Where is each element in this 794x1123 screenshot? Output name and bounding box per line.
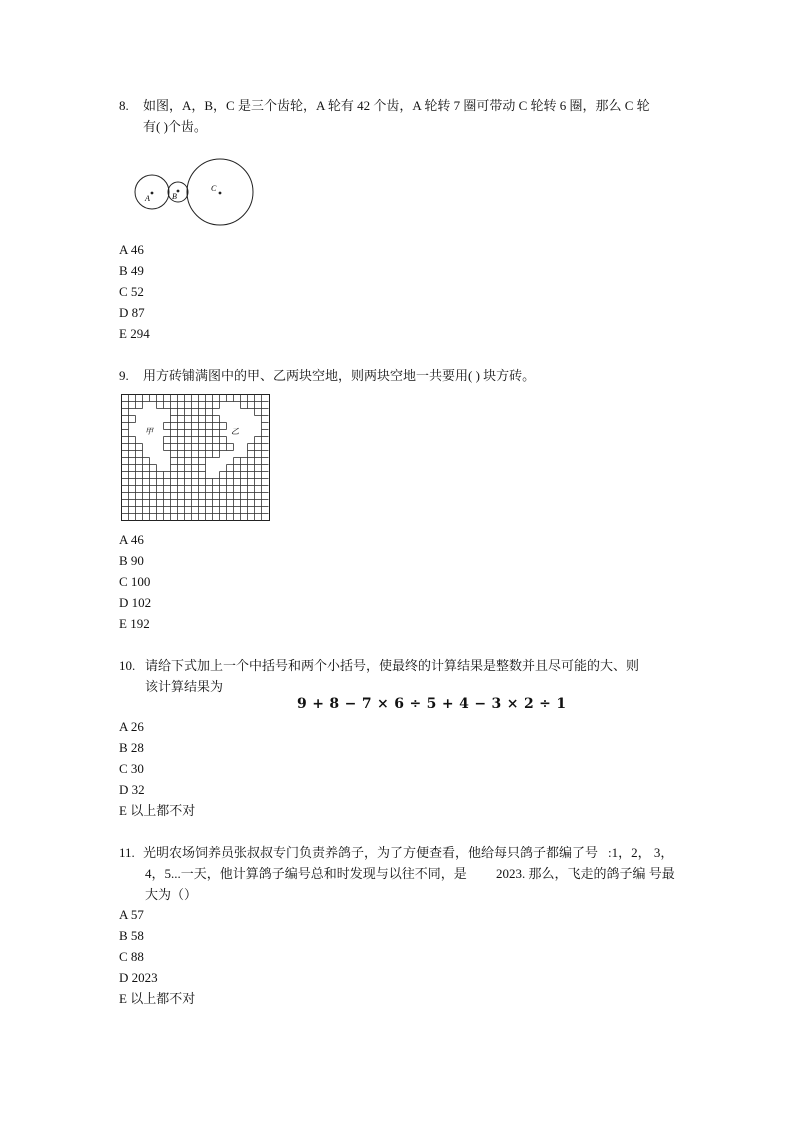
option-list xyxy=(119,716,195,821)
question-text: 4，5...一天，他计算鸽子编号总和时发现与以往不同，是 xyxy=(145,866,467,881)
gear-label-c: C xyxy=(211,184,217,193)
option[interactable]: E 以上都不对 xyxy=(119,991,196,1006)
option[interactable]: C 100 xyxy=(119,574,151,589)
option-list xyxy=(119,239,150,344)
question-text: 该计算结果为 xyxy=(145,679,224,694)
question-text: 大为（） xyxy=(145,887,198,902)
question-number: 9. xyxy=(119,368,129,383)
question-number: 11. xyxy=(119,845,135,860)
gear-label-a: A xyxy=(145,194,150,203)
option[interactable]: B 28 xyxy=(119,740,144,755)
option[interactable]: C 88 xyxy=(119,949,144,964)
question-text: :1，2， 3， xyxy=(608,845,674,860)
math-expression: 9 + 8 − 7 × 6 ÷ 5 + 4 − 3 × 2 ÷ 1 xyxy=(297,696,567,712)
option-list xyxy=(119,529,151,634)
question-text: 请给下式加上一个中括号和两个小括号，使最终的计算结果是整数并且尽可能的大、则 xyxy=(145,658,640,673)
option[interactable]: B 58 xyxy=(119,928,144,943)
gear-figure xyxy=(128,153,260,231)
question-text: 光明农场饲养员张叔叔专门负责养鸽子，为了方便查看，他给每只鸽子都编了号 xyxy=(143,845,599,860)
option[interactable]: C 30 xyxy=(119,761,144,776)
region-label-jia: 甲 xyxy=(145,427,153,436)
region-label-yi: 乙 xyxy=(231,427,239,436)
option[interactable]: E 192 xyxy=(119,616,150,631)
option[interactable]: E 以上都不对 xyxy=(119,803,196,818)
question-text: 2023. 那么，飞走的鸽子编 号最 xyxy=(496,866,675,881)
option[interactable]: B 90 xyxy=(119,553,144,568)
option[interactable]: A 26 xyxy=(119,719,144,734)
question-text: 用方砖铺满图中的甲、乙两块空地，则两块空地一共要用( ) 块方砖。 xyxy=(143,368,536,383)
option[interactable]: C 52 xyxy=(119,284,144,299)
option[interactable]: D 102 xyxy=(119,595,152,610)
option-list xyxy=(119,904,195,1009)
question-text: 有( )个齿。 xyxy=(143,119,207,134)
option[interactable]: A 57 xyxy=(119,907,144,922)
option[interactable]: D 87 xyxy=(119,305,145,320)
question-number: 10. xyxy=(119,658,136,673)
tile-grid-figure xyxy=(121,394,271,522)
gear-label-b: B xyxy=(172,192,177,201)
question-number: 8. xyxy=(119,98,129,113)
question-text: 如图，A，B，C 是三个齿轮，A 轮有 42 个齿，A 轮转 7 圈可带动 C 轮转 6 圈，那么 C 轮 xyxy=(143,98,650,113)
option[interactable]: A 46 xyxy=(119,242,144,257)
option[interactable]: E 294 xyxy=(119,326,150,341)
option[interactable]: D 32 xyxy=(119,782,145,797)
option[interactable]: D 2023 xyxy=(119,970,158,985)
option[interactable]: A 46 xyxy=(119,532,144,547)
option[interactable]: B 49 xyxy=(119,263,144,278)
